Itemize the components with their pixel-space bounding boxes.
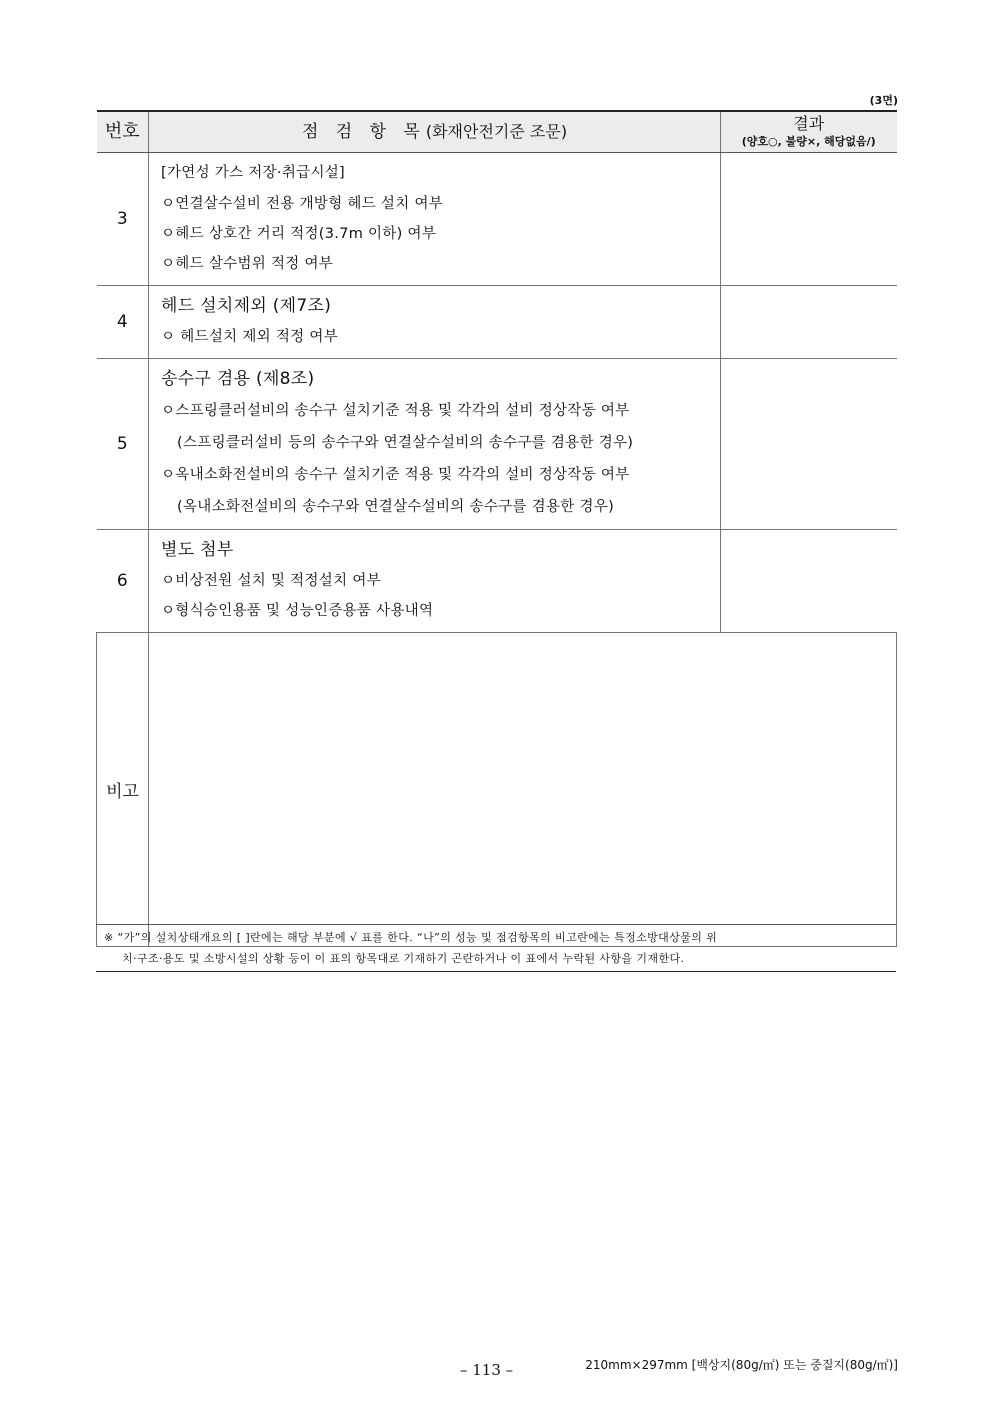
table-row bbox=[97, 153, 897, 286]
paper-spec: 210mm×297mm [백상지(80g/㎡) 또는 중질지(80g/㎡)] bbox=[585, 1358, 898, 1372]
item-title: 헤드 설치제외 (제7조) bbox=[161, 296, 332, 316]
remarks-row bbox=[97, 633, 897, 947]
item-line: ㅇ형식승인용품 및 성능인증용품 사용내역 bbox=[161, 603, 434, 619]
page-label: (3면) bbox=[869, 94, 898, 107]
table-row bbox=[97, 359, 897, 530]
remarks-label: 비고 bbox=[97, 633, 149, 947]
row-items bbox=[149, 153, 721, 286]
header-item-main: 점 검 항 목 bbox=[301, 122, 426, 142]
item-line: ㅇ 헤드설치 제외 적정 여부 bbox=[161, 329, 339, 345]
item-line: ㅇ헤드 살수범위 적정 여부 bbox=[161, 256, 334, 272]
table-row bbox=[97, 530, 897, 633]
item-line: ㅇ비상전원 설치 및 적정설치 여부 bbox=[161, 573, 381, 589]
header-result-title: 결과 bbox=[793, 114, 825, 133]
header-num-cell bbox=[97, 111, 149, 153]
row-num: 4 bbox=[97, 286, 149, 359]
header-result-legend: (양호○, 불량×, 해당없음/) bbox=[741, 135, 876, 148]
header-result-cell bbox=[721, 111, 897, 153]
item-line: ㅇ헤드 상호간 거리 적정(3.7m 이하) 여부 bbox=[161, 226, 437, 242]
inspection-table bbox=[96, 110, 897, 947]
row-items bbox=[149, 286, 721, 359]
item-title: 송수구 겸용 (제8조) bbox=[161, 369, 315, 389]
footnote-line-1: ※ “가”의 설치상태개요의 [ ]란에는 해당 부분에 √ 표를 한다. “나”의 성능 및 점검항목의 비고란에는 특정소방대상물의 위 bbox=[104, 931, 718, 944]
remarks-field[interactable] bbox=[149, 633, 897, 947]
item-title: 별도 첨부 bbox=[161, 540, 234, 560]
header-item-cell bbox=[149, 111, 721, 153]
item-line: [가연성 가스 저장·취급시설] bbox=[161, 165, 346, 181]
header-result bbox=[721, 112, 897, 150]
result-cell[interactable] bbox=[721, 286, 897, 359]
item-line: ㅇ연결살수설비 전용 개방형 헤드 설치 여부 bbox=[161, 196, 444, 212]
footnote-line-2: 치·구조·용도 및 소방시설의 상황 등이 이 표의 항목대로 기재하기 곤란하거나 이 표에서 누락된 사항을 기재한다. bbox=[122, 952, 685, 965]
item-line: (옥내소화전설비의 송수구와 연결살수설비의 송수구를 겸용한 경우) bbox=[177, 499, 615, 515]
row-items bbox=[149, 530, 721, 633]
table-header-row bbox=[97, 111, 897, 153]
result-cell[interactable] bbox=[721, 359, 897, 530]
footnote bbox=[96, 924, 896, 972]
item-line: ㅇ스프링클러설비의 송수구 설치기준 적용 및 각각의 설비 정상작동 여부 bbox=[161, 403, 630, 419]
item-line: ㅇ옥내소화전설비의 송수구 설치기준 적용 및 각각의 설비 정상작동 여부 bbox=[161, 467, 630, 483]
row-num: 5 bbox=[97, 359, 149, 530]
row-items bbox=[149, 359, 721, 530]
result-cell[interactable] bbox=[721, 153, 897, 286]
page-number: – 113 – bbox=[460, 1361, 514, 1379]
row-num: 3 bbox=[97, 153, 149, 286]
item-line: (스프링클러설비 등의 송수구와 연결살수설비의 송수구를 겸용한 경우) bbox=[177, 435, 634, 451]
header-item-sub: (화재안전기준 조문) bbox=[425, 122, 568, 141]
row-num: 6 bbox=[97, 530, 149, 633]
result-cell[interactable] bbox=[721, 530, 897, 633]
header-num: 번호 bbox=[104, 121, 140, 142]
table-row bbox=[97, 286, 897, 359]
header-item bbox=[149, 112, 720, 152]
